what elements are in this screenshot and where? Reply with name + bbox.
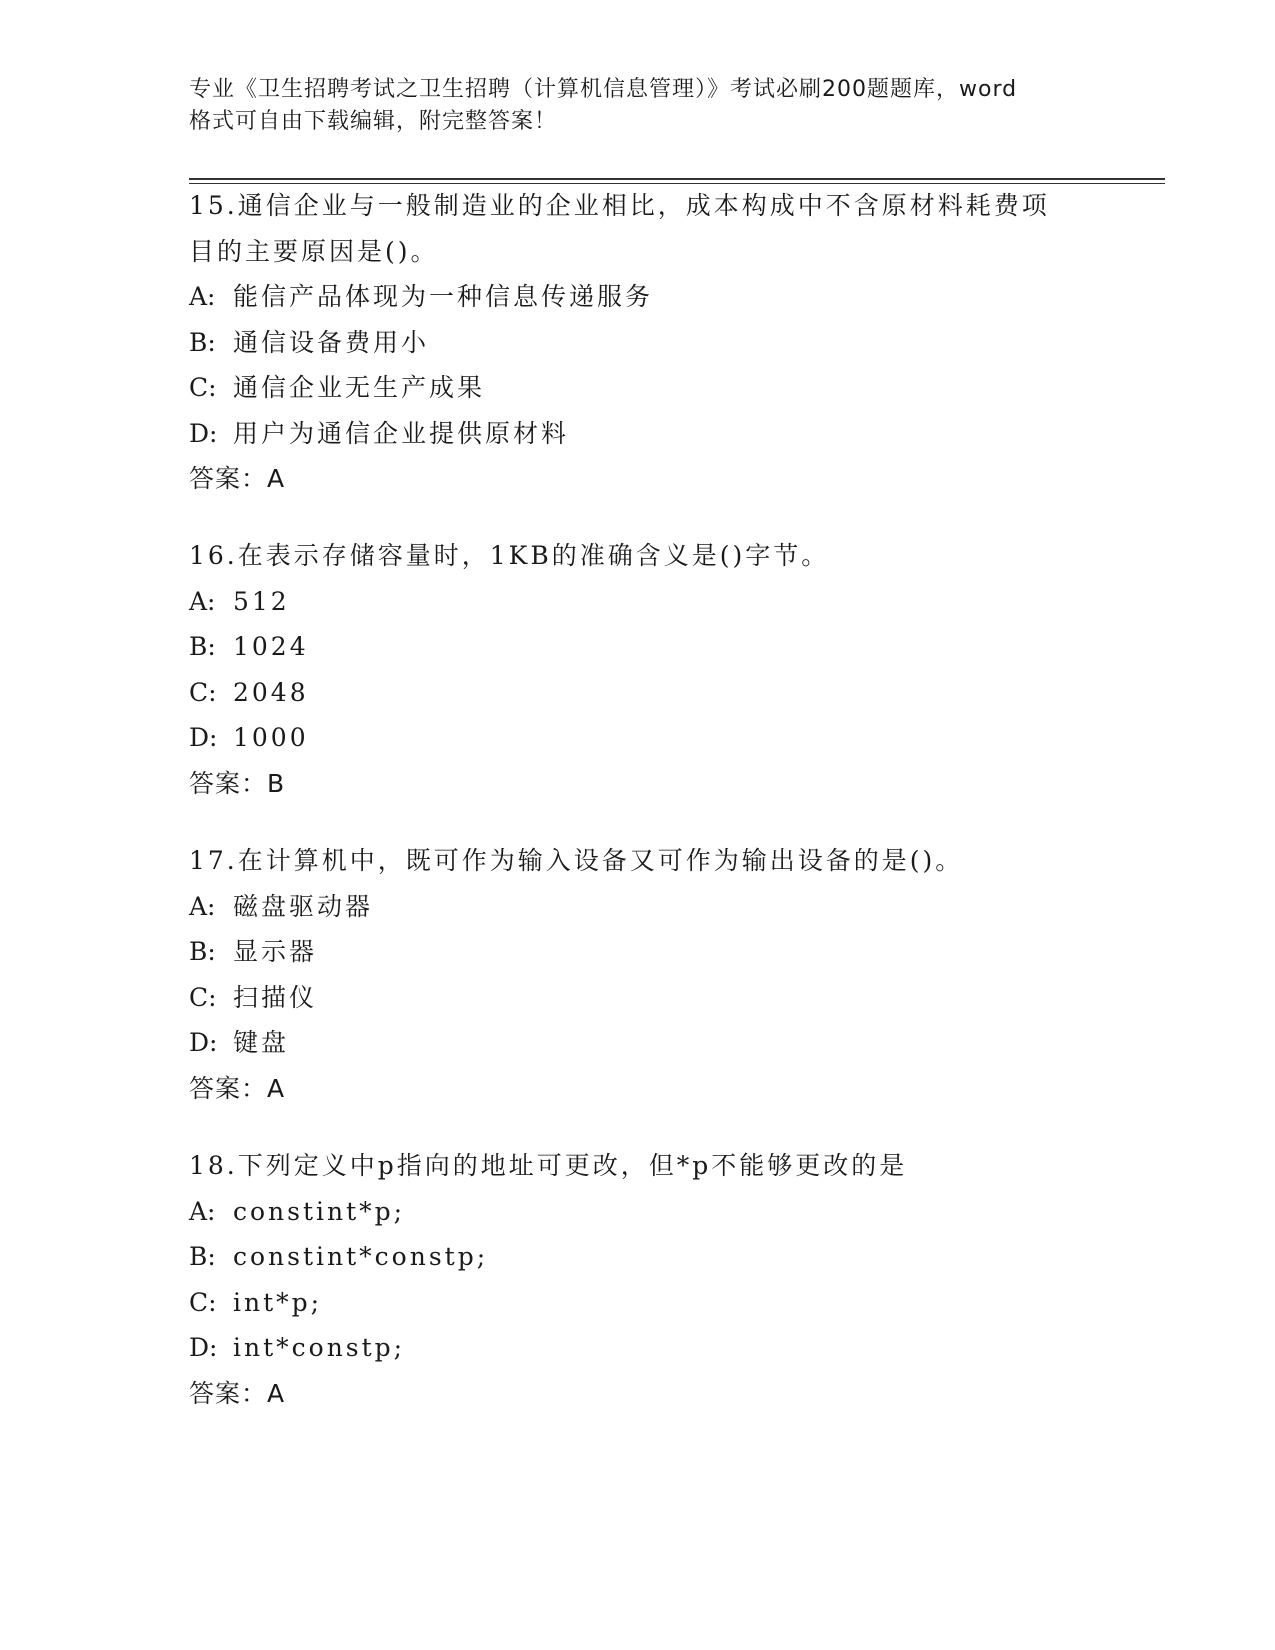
option-letter: B:	[189, 937, 216, 966]
option-a	[189, 884, 1089, 930]
option-b	[189, 320, 1089, 366]
header-divider-thick	[189, 178, 1165, 180]
question-text: 16.在表示存储容量时，1KB的准确含义是()字节。	[189, 541, 830, 570]
question-text: 目的主要原因是()。	[189, 236, 439, 266]
option-b	[189, 929, 1089, 975]
option-text: 用户为通信企业提供原材料	[233, 418, 570, 448]
option-text: 通信企业无生产成果	[233, 373, 486, 402]
question-17	[189, 838, 1089, 1111]
question-text: 15.通信企业与一般制造业的企业相比，成本构成中不含原材料耗费项	[189, 191, 1050, 220]
option-letter: A:	[189, 282, 216, 311]
option-text: 1000	[233, 723, 309, 752]
option-letter: D:	[189, 1333, 218, 1362]
option-text: 通信设备费用小	[233, 327, 430, 357]
question-text: 18.下列定义中p指向的地址可更改，但*p不能够更改的是	[189, 1151, 908, 1180]
question-text: 17.在计算机中，既可作为输入设备又可作为输出设备的是()。	[189, 846, 964, 875]
question-18	[189, 1143, 1089, 1416]
question-16	[189, 533, 1089, 806]
header-line-1: 专业《卫生招聘考试之卫生招聘（计算机信息管理）》考试必刷200题题库，word	[189, 77, 1018, 102]
option-letter: A:	[189, 586, 216, 616]
option-letter: C:	[189, 373, 217, 402]
header-line-2: 格式可自由下载编辑，附完整答案！	[189, 109, 558, 134]
option-d	[189, 411, 1089, 457]
option-text: 512	[233, 586, 290, 616]
option-c	[189, 1280, 1089, 1326]
option-letter: A:	[189, 891, 216, 921]
option-letter: D:	[189, 418, 218, 448]
option-d	[189, 715, 1089, 761]
option-letter: D:	[189, 1028, 218, 1057]
option-text: 扫描仪	[233, 982, 318, 1012]
option-a	[189, 1189, 1089, 1235]
option-letter: B:	[189, 1242, 216, 1271]
answer-text: 答案：A	[189, 1378, 286, 1408]
option-letter: B:	[189, 327, 216, 357]
option-a	[189, 579, 1089, 625]
option-text: 显示器	[233, 937, 318, 966]
option-c	[189, 365, 1089, 411]
option-c	[189, 670, 1089, 716]
answer-text: 答案：B	[189, 768, 286, 798]
option-text: constint*p;	[233, 1196, 406, 1226]
option-d	[189, 1325, 1089, 1371]
answer-text: 答案：A	[189, 464, 286, 493]
option-letter: A:	[189, 1196, 216, 1226]
option-text: 磁盘驱动器	[233, 891, 374, 921]
option-letter: C:	[189, 982, 217, 1012]
option-letter: C:	[189, 1287, 217, 1317]
option-text: 1024	[233, 632, 309, 661]
option-letter: B:	[189, 632, 216, 661]
option-b	[189, 1234, 1089, 1280]
option-text: constint*constp;	[233, 1242, 489, 1271]
option-text: int*p;	[233, 1287, 323, 1317]
option-text: 能信产品体现为一种信息传递服务	[233, 282, 654, 311]
document-header	[189, 74, 1089, 138]
option-b	[189, 624, 1089, 670]
question-15	[189, 183, 1089, 502]
option-d	[189, 1020, 1089, 1066]
option-letter: D:	[189, 723, 218, 752]
option-a	[189, 274, 1089, 320]
answer-text: 答案：A	[189, 1073, 286, 1103]
option-text: int*constp;	[233, 1333, 406, 1362]
option-text: 键盘	[233, 1028, 290, 1057]
option-letter: C:	[189, 677, 217, 707]
option-c	[189, 975, 1089, 1021]
option-text: 2048	[233, 677, 309, 707]
